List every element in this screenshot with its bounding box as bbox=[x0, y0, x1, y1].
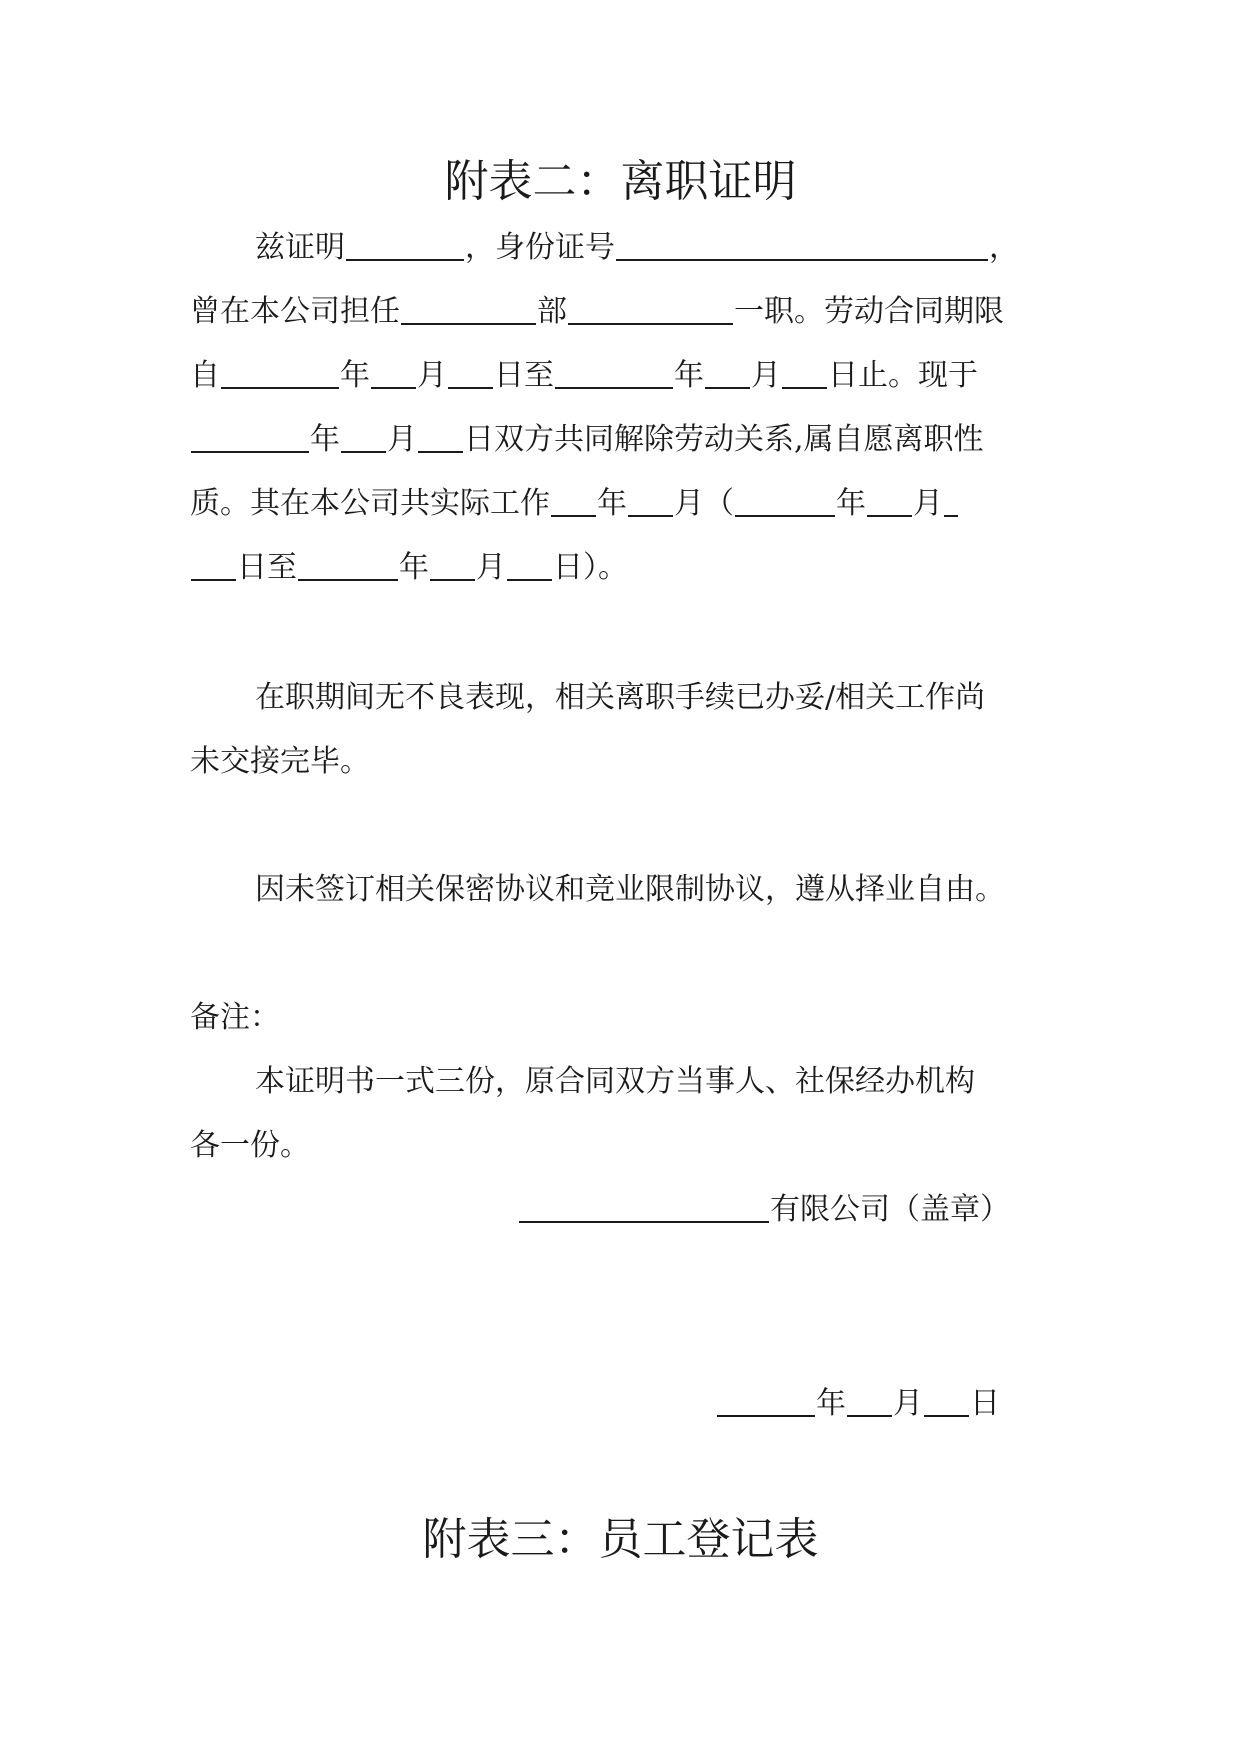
performance-line-2: 未交接完毕。 bbox=[190, 744, 370, 779]
cert-line-5: 质。其在本公司共实际工作 年 月（ 年 月 bbox=[190, 482, 959, 526]
cert-line-3: 自 年 月 日至 年 月 日止。现于 bbox=[190, 358, 978, 393]
contract-start-year-blank[interactable] bbox=[221, 357, 339, 389]
company-seal-line: 有限公司（盖章） bbox=[518, 1188, 1010, 1232]
termination-year-blank[interactable] bbox=[191, 421, 309, 453]
company-name-blank[interactable] bbox=[519, 1191, 769, 1223]
position-blank[interactable] bbox=[568, 293, 733, 325]
cert-line-1: 兹证明 ，身份证号 ， bbox=[255, 230, 1019, 265]
id-number-blank[interactable] bbox=[616, 229, 988, 261]
work-end-year-blank[interactable] bbox=[298, 549, 398, 581]
work-end-day-blank[interactable] bbox=[507, 549, 552, 581]
termination-month-blank[interactable] bbox=[341, 421, 386, 453]
sign-month-blank[interactable] bbox=[847, 1385, 892, 1417]
contract-end-month-blank[interactable] bbox=[705, 357, 750, 389]
contract-start-month-blank[interactable] bbox=[371, 357, 416, 389]
contract-start-day-blank[interactable] bbox=[448, 357, 493, 389]
remark-line-2: 各一份。 bbox=[190, 1128, 310, 1163]
cert-line-6: 日至 年 月 日）。 bbox=[190, 546, 628, 590]
registration-form-title: 附表三：员工登记表 bbox=[422, 1514, 819, 1565]
signature-date-line: 年 月 日 bbox=[716, 1382, 1000, 1426]
contract-end-day-blank[interactable] bbox=[782, 357, 827, 389]
sign-day-blank[interactable] bbox=[924, 1385, 969, 1417]
termination-day-blank[interactable] bbox=[418, 421, 463, 453]
certificate-title: 附表二：离职证明 bbox=[444, 156, 797, 207]
performance-line-1: 在职期间无不良表现，相关离职手续已办妥/相关工作尚 bbox=[255, 680, 986, 715]
name-blank[interactable] bbox=[346, 229, 464, 261]
work-start-day-blank-start[interactable] bbox=[944, 485, 958, 517]
department-blank[interactable] bbox=[401, 293, 536, 325]
work-start-year-blank[interactable] bbox=[735, 485, 835, 517]
remark-line-1: 本证明书一式三份，原合同双方当事人、社保经办机构 bbox=[255, 1064, 975, 1099]
sign-year-blank[interactable] bbox=[717, 1385, 815, 1417]
work-start-day-blank[interactable] bbox=[191, 549, 236, 581]
remark-label: 备注： bbox=[190, 1000, 280, 1035]
work-years-blank[interactable] bbox=[551, 485, 596, 517]
work-end-month-blank[interactable] bbox=[430, 549, 475, 581]
work-months-blank[interactable] bbox=[628, 485, 673, 517]
cert-line-2: 曾在本公司担任 部 一职。劳动合同期限 bbox=[190, 294, 1004, 329]
cert-line-4: 年 月 日双方共同解除劳动关系,属自愿离职性 bbox=[190, 418, 984, 462]
non-compete-statement: 因未签订相关保密协议和竞业限制协议，遵从择业自由。 bbox=[255, 872, 1005, 907]
work-start-month-blank[interactable] bbox=[867, 485, 912, 517]
contract-end-year-blank[interactable] bbox=[555, 357, 673, 389]
